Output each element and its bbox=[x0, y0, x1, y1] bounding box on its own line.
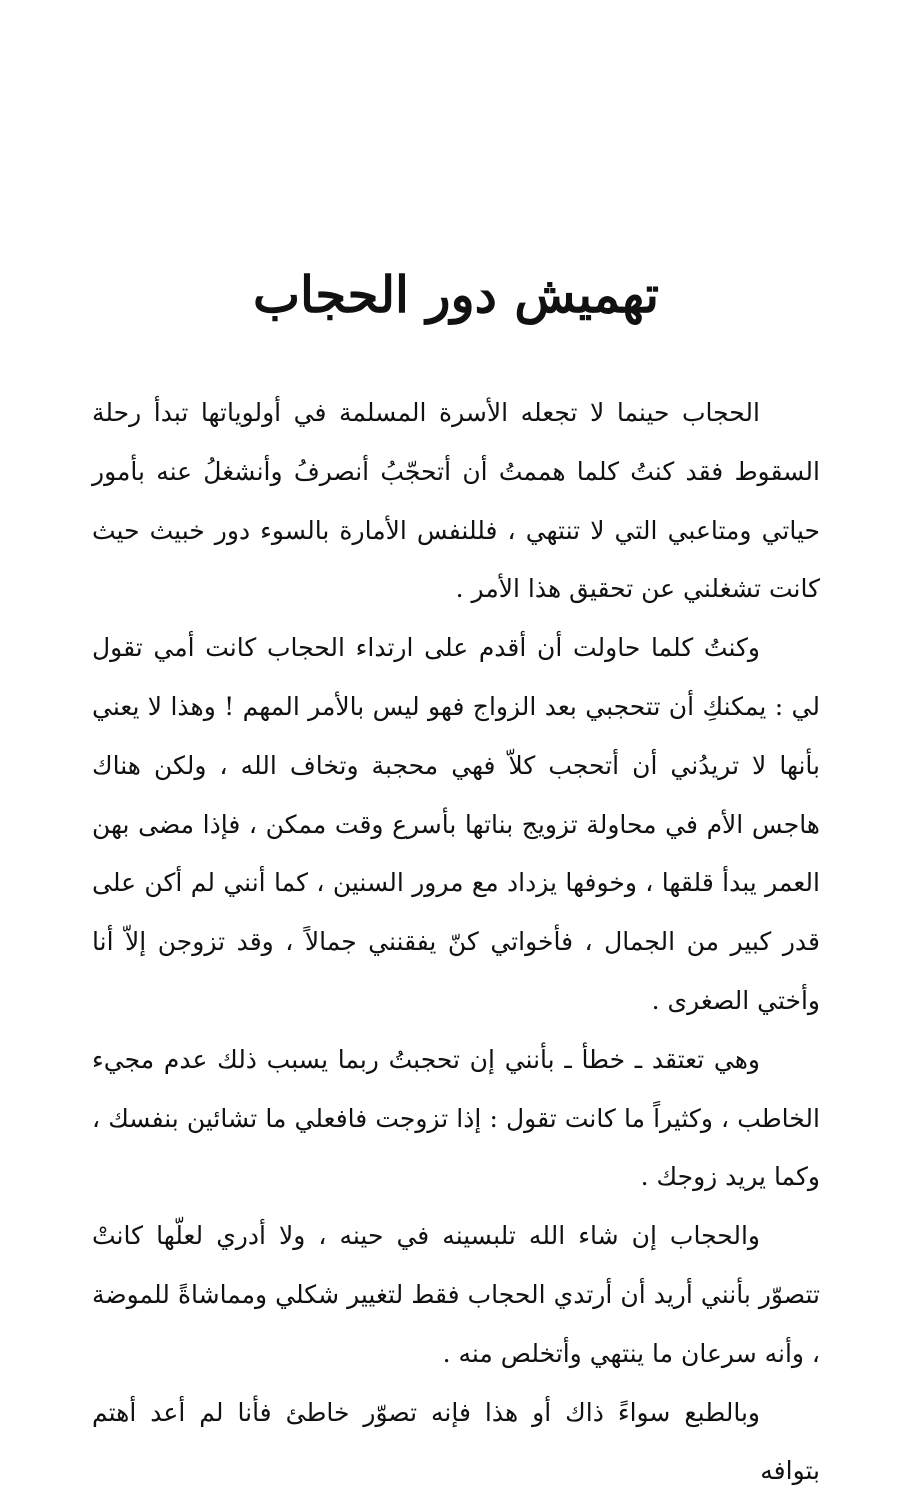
body-text bbox=[92, 384, 820, 1501]
paragraph-5: وبالطبع سواءً ذاك أو هذا فإنه تصوّر خاطئ فأنا لم أعد أهتم بتوافه bbox=[92, 1397, 820, 1486]
paragraph-4: والحجاب إن شاء الله تلبسينه في حينه ، ولا أدري لعلّها كانتْ تتصوّر بأنني أريد أن أرتدي الحجاب فقط لتغيير شكلي ومماشاةً للموضة ، وأنه سرعان ما ينتهي وأتخلص منه . bbox=[92, 1221, 820, 1368]
paragraph-2: وكنتُ كلما حاولت أن أقدم على ارتداء الحجاب كانت أمي تقول لي : يمكنكِ أن تتحجبي بعد الزواج فهو ليس بالأمر المهم ! وهذا لا يعني بأنها لا تريدُني أن أتحجب كلاّ فهي محجبة وتخاف الله ، ولكن هناك هاجس الأم في محاولة تزويج بناتها بأسرع وقت ممكن ، فإذا مضى بهن العمر يبدأ قلقها ، وخوفها يزداد مع مرور السنين ، كما أنني لم أكن على قدر كبير من الجمال ، فأخواتي كنّ يفقنني جمالاً ، وقد تزوجن إلاّ أنا وأختي الصغرى . bbox=[92, 633, 820, 1015]
paragraph-3: وهي تعتقد ـ خطأ ـ بأنني إن تحجبتُ ربما يسبب ذلك عدم مجيء الخاطب ، وكثيراً ما كانت تقول : إذا تزوجت فافعلي ما تشائين بنفسك ، وكما يريد زوجك . bbox=[92, 1044, 820, 1192]
chapter-title: تهميش دور الحجاب bbox=[252, 265, 660, 324]
paragraph-1: الحجاب حينما لا تجعله الأسرة المسلمة في أولوياتها تبدأ رحلة السقوط فقد كنتُ كلما هممتُ أن أتحجّبُ أنصرفُ وأنشغلُ عنه بأمور حياتي ومتاعبي التي لا تنتهي ، فللنفس الأمارة بالسوء دور خبيث حيث كانت تشغلني عن تحقيق هذا الأمر . bbox=[92, 398, 820, 604]
